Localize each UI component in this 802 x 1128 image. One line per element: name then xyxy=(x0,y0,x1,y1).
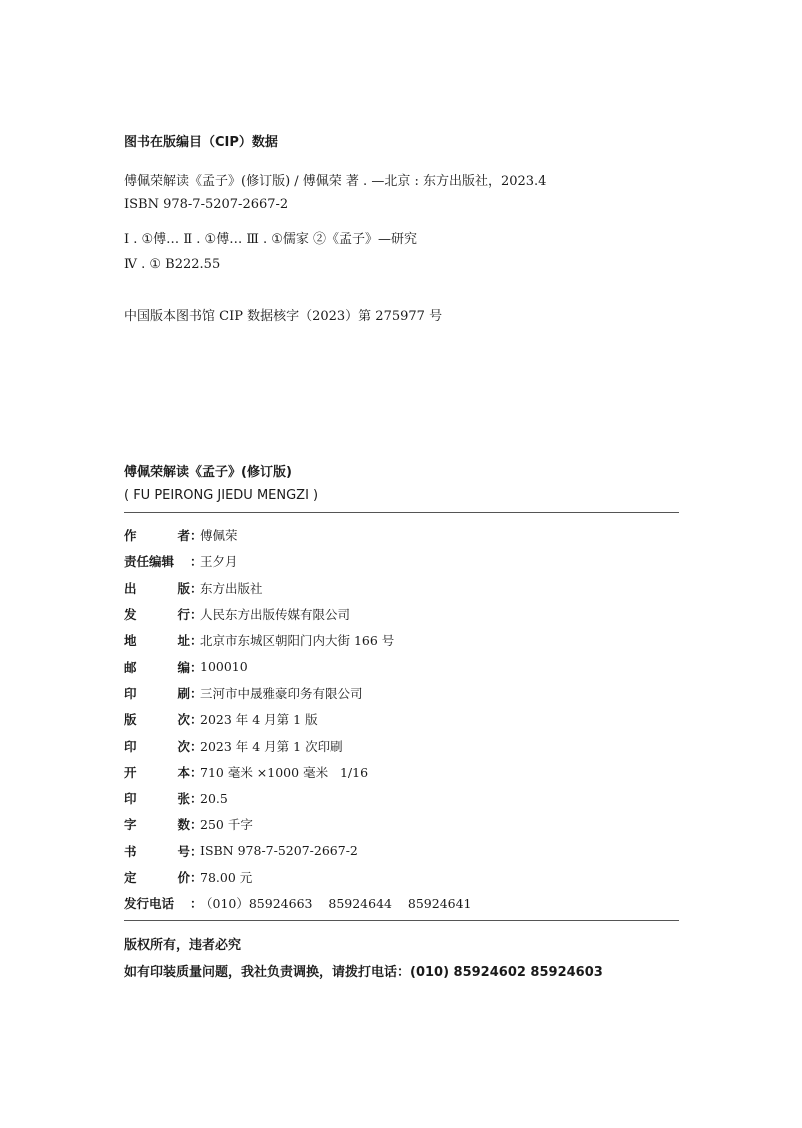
cip-number: 中国版本图书馆 CIP 数据核字（2023）第 275977 号 xyxy=(124,309,443,324)
detail-label xyxy=(124,658,190,676)
detail-label-part: 地 xyxy=(124,633,137,649)
detail-colon: ： xyxy=(190,764,203,780)
detail-row xyxy=(124,864,472,890)
cip-classification-line: Ⅳ . ① B222.55 xyxy=(124,257,221,272)
detail-label-part: 价 xyxy=(177,870,190,885)
detail-colon: ： xyxy=(190,896,203,912)
detail-label-part: 印 xyxy=(124,738,137,754)
detail-value: 王夕月 xyxy=(200,554,238,570)
detail-value: 100010 xyxy=(200,659,248,675)
detail-colon: ： xyxy=(190,659,203,675)
detail-value: ISBN 978-7-5207-2667-2 xyxy=(200,843,358,859)
detail-label-part: 开 xyxy=(124,764,137,780)
detail-value: 78.00 元 xyxy=(200,870,253,885)
detail-label-part: 版 xyxy=(177,580,190,596)
detail-value: （010）85924663 85924644 85924641 xyxy=(200,896,472,912)
detail-value: 北京市东城区朝阳门内大街 166 号 xyxy=(200,633,395,649)
detail-label-part: 发行电话 xyxy=(124,896,175,912)
detail-label-part: 本 xyxy=(177,764,190,780)
detail-label-part: 刷 xyxy=(177,685,190,701)
detail-colon: ： xyxy=(190,607,203,623)
detail-row xyxy=(124,811,472,837)
detail-colon: ： xyxy=(190,633,203,649)
book-pinyin-title: ( FU PEIRONG JIEDU MENGZI ) xyxy=(124,488,319,503)
cip-title-line: 傅佩荣解读《孟子》(修订版) / 傅佩荣 著 . —北京 : 东方出版社，2023.4 xyxy=(124,174,547,189)
detail-row xyxy=(124,706,472,732)
detail-label-part: 编 xyxy=(177,659,190,675)
detail-row xyxy=(124,890,472,916)
detail-row xyxy=(124,627,472,653)
detail-colon: ： xyxy=(190,528,203,544)
detail-label-part: 者 xyxy=(177,528,190,544)
detail-label-part: 字 xyxy=(124,817,137,833)
cip-isbn-line: ISBN 978-7-5207-2667-2 xyxy=(124,197,289,212)
detail-row xyxy=(124,548,472,574)
detail-row xyxy=(124,785,472,811)
detail-value: 三河市中晟雅豪印务有限公司 xyxy=(200,685,363,701)
detail-label xyxy=(124,842,190,860)
detail-label-part: 出 xyxy=(124,580,137,596)
cip-subjects-line: Ⅰ . ①傅… Ⅱ . ①傅… Ⅲ . ①儒家 ②《孟子》—研究 xyxy=(124,232,418,247)
detail-value: 人民东方出版传媒有限公司 xyxy=(200,607,351,623)
detail-label-part: 责任编辑 xyxy=(124,554,175,570)
detail-label-part: 版 xyxy=(124,712,137,728)
detail-label-part: 次 xyxy=(177,712,190,728)
detail-value: 东方出版社 xyxy=(200,580,263,596)
detail-label xyxy=(124,579,190,597)
cip-heading: 图书在版编目（CIP）数据 xyxy=(124,135,278,150)
detail-row xyxy=(124,680,472,706)
publication-details xyxy=(124,522,472,916)
detail-label-part: 行 xyxy=(177,607,190,623)
detail-value: 250 千字 xyxy=(200,817,253,833)
detail-label xyxy=(124,737,190,755)
detail-label xyxy=(124,526,190,544)
detail-label-part: 印 xyxy=(124,791,137,807)
detail-label xyxy=(124,552,190,570)
detail-label-part: 址 xyxy=(177,633,190,649)
detail-label-part: 定 xyxy=(124,870,137,885)
detail-row xyxy=(124,522,472,548)
detail-value: 20.5 xyxy=(200,790,228,806)
detail-row xyxy=(124,653,472,679)
detail-label-part: 书 xyxy=(124,843,137,859)
detail-value: 2023 年 4 月第 1 次印刷 xyxy=(200,738,343,754)
detail-label-part: 张 xyxy=(177,791,190,807)
detail-label-part: 邮 xyxy=(124,659,137,675)
copyright-notice: 版权所有，违者必究 xyxy=(124,938,242,953)
detail-row xyxy=(124,759,472,785)
detail-row xyxy=(124,575,472,601)
detail-colon: ： xyxy=(190,817,203,833)
detail-colon: ： xyxy=(190,738,203,754)
detail-label-part: 次 xyxy=(177,738,190,754)
book-title: 傅佩荣解读《孟子》(修订版) xyxy=(124,465,292,480)
detail-row xyxy=(124,601,472,627)
detail-colon: ： xyxy=(190,870,203,885)
detail-label xyxy=(124,710,190,728)
detail-label-part: 作 xyxy=(124,528,137,544)
detail-label xyxy=(124,815,190,833)
detail-label xyxy=(124,763,190,781)
detail-colon: ： xyxy=(190,580,203,596)
detail-label-part: 印 xyxy=(124,685,137,701)
divider-bottom xyxy=(124,920,679,921)
detail-label xyxy=(124,605,190,623)
detail-label xyxy=(124,631,190,649)
detail-label xyxy=(124,894,190,912)
detail-label xyxy=(124,684,190,702)
quality-notice: 如有印装质量问题，我社负责调换，请拨打电话：(010) 85924602 85924603 xyxy=(124,965,603,980)
detail-label-part: 数 xyxy=(177,817,190,833)
detail-label-part: 发 xyxy=(124,607,137,623)
detail-label-part: 号 xyxy=(177,843,190,859)
detail-row xyxy=(124,838,472,864)
detail-label xyxy=(124,789,190,807)
detail-row xyxy=(124,732,472,758)
detail-value: 傅佩荣 xyxy=(200,528,238,544)
detail-colon: ： xyxy=(190,843,203,859)
detail-label xyxy=(124,868,190,886)
divider-top xyxy=(124,512,679,513)
detail-colon: ： xyxy=(190,791,203,807)
detail-value: 710 毫米 ×1000 毫米 1/16 xyxy=(200,764,369,780)
detail-colon: ： xyxy=(190,554,203,570)
detail-colon: ： xyxy=(190,685,203,701)
detail-value: 2023 年 4 月第 1 版 xyxy=(200,712,318,728)
detail-colon: ： xyxy=(190,712,203,728)
